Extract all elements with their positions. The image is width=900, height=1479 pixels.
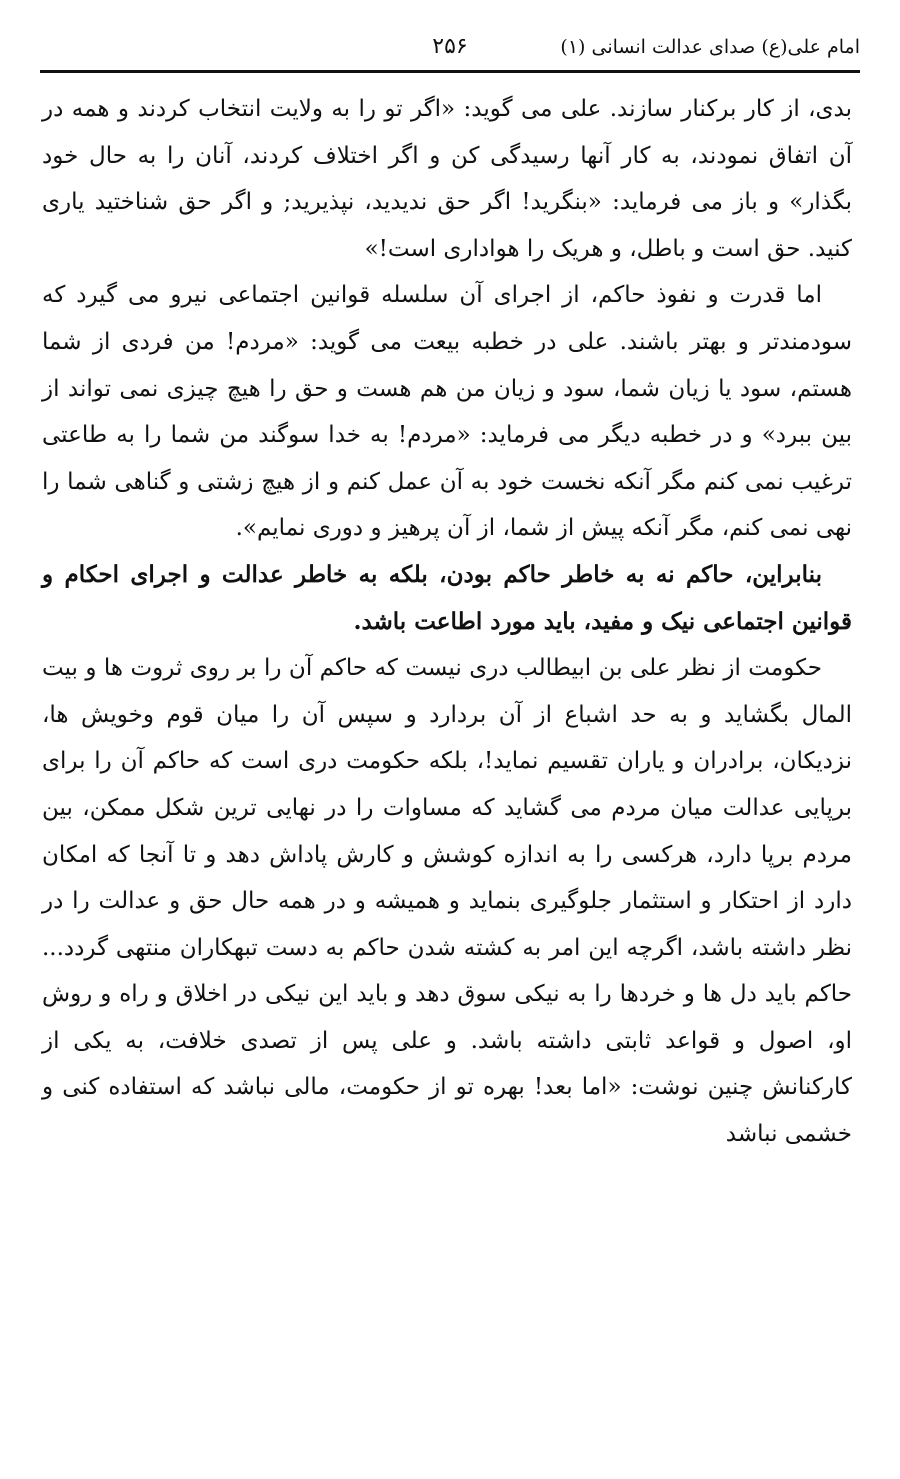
paragraph-3-bold: بنابراین، حاکم نه به خاطر حاکم بودن، بلکه به خاطر عدالت و اجرای احکام و قوانین اجتماعی نیک و مفید، باید مورد اطاعت باشد. bbox=[42, 560, 852, 635]
paragraph-1: بدی، از کار برکنار سازند. علی می گوید: «اگر تو را به ولایت انتخاب کردند و همه در آن اتفاق نمودند، به کار آنها رسیدگی کن و اگر اختلاف کردند، آنان را به حال خود بگذار» و باز می فرماید: «بنگرید! اگر حق ندیدید، نپذیرید; و اگر حق شناختید یاری کنید. حق است و باطل، و هریک را هواداری است!» bbox=[42, 96, 853, 262]
header-rule bbox=[40, 70, 860, 73]
paragraph-4: حکومت از نظر علی بن ابیطالب دری نیست که حاکم آن را بر روی ثروت ها و بیت المال بگشاید و به حد اشباع از آن بردارد و سپس آن را میان قوم وخویش ها، نزدیکان، برادران و یاران تقسیم نماید!، بلکه حکومت دری است که حاکم آن را برای برپایی عدالت میان مردم می گشاید که مساوات را در نهایی ترین شکل ممکن، بین مردم برپا دارد، هرکسی را به اندازه کوشش و کارش پاداش دهد و تا آنجا که امکان دارد از احتکار و استثمار جلوگیری بنماید و همیشه و در همه حال حق و عدالت را در نظر داشته باشد، اگرچه این امر به کشته شدن حاکم به دست تبهکاران منتهی گردد... حاکم باید دل ها و خردها را به نیکی سوق دهد و باید این نیکی در اخلاق و راه و روش او، اصول و قواعد ثابتی داشته باشد. و علی پس از تصدی خلافت، به یکی از کارکنانش چنین نوشت: «اما بعد! بهره تو از حکومت، مالی نباشد که استفاده کنی و خشمی نباشد bbox=[42, 655, 852, 1148]
page-number: ۲۵۶ bbox=[432, 34, 468, 59]
running-title: امام علی(ع) صدای عدالت انسانی (۱) bbox=[560, 36, 860, 58]
body-text bbox=[42, 86, 852, 1158]
paragraph-2: اما قدرت و نفوذ حاکم، از اجرای آن سلسله قوانین اجتماعی نیرو می گیرد که سودمندتر و بهتر باشند. علی در خطبه بیعت می گوید: «مردم! من فردی از شما هستم، سود یا زیان شما، سود و زیان من هم هست و حق را هیچ چیزی نمی تواند از بین ببرد» و در خطبه دیگر می فرماید: «مردم! به خدا سوگند من شما را به طاعتی ترغیب نمی کنم مگر آنکه نخست خود به آن عمل کنم و از هیچ زشتی و گناهی شما را نهی نمی کنم، مگر آنکه پیش از شما، از آن پرهیز و دوری نمایم». bbox=[42, 282, 852, 542]
page-header bbox=[40, 30, 860, 70]
